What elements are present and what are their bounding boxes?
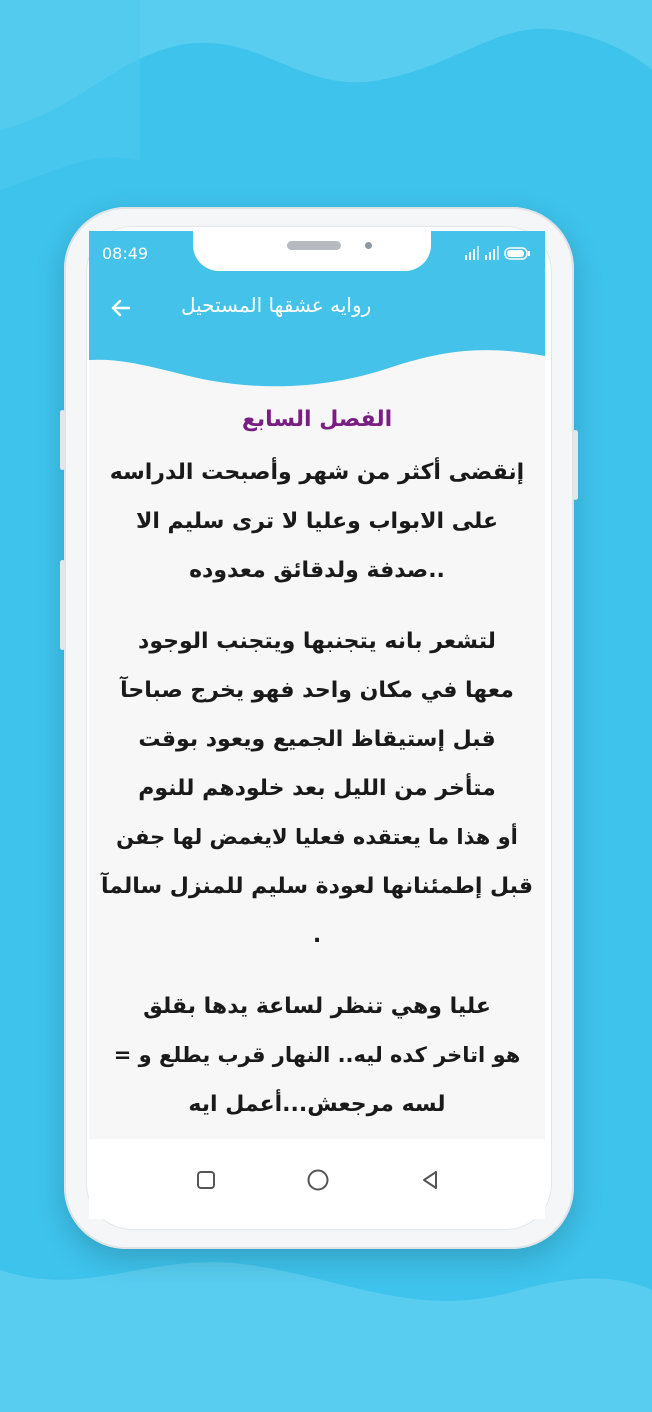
- circle-icon[interactable]: [303, 1165, 333, 1195]
- paragraph: [89, 617, 545, 960]
- front-camera: [365, 242, 372, 249]
- text-line: هو اتاخر كده ليه.. النهار قرب يطلع و =: [113, 1043, 521, 1067]
- text-line: قبل إطمئنانها لعودة سليم للمنزل سالمآ: [100, 874, 534, 899]
- text-line: إنقضى أكثر من شهر وأصبحت الدراسه: [109, 460, 525, 485]
- phone-power-button: [573, 430, 578, 500]
- app-title: روايه عشقها المستحيل: [181, 293, 372, 317]
- chapter-title: الفصل السابع: [241, 407, 393, 432]
- text-line: ..صدفة ولدقائق معدوده: [189, 558, 445, 583]
- system-nav-bar: [89, 1139, 545, 1219]
- text-line: على الابواب وعليا لا ترى سليم الا: [135, 509, 499, 534]
- chapter-content: [89, 399, 545, 1139]
- phone-side-button: [60, 560, 65, 650]
- arrow-left-icon[interactable]: [109, 296, 133, 320]
- text-line: معها في مكان واحد فهو يخرج صباحآ: [120, 678, 514, 703]
- square-icon[interactable]: [191, 1165, 221, 1195]
- text-line: قبل إستيقاظ الجميع ويعود بوقت: [138, 727, 496, 752]
- paragraph: [89, 982, 545, 1129]
- triangle-icon[interactable]: [415, 1165, 445, 1195]
- phone-side-button: [60, 410, 65, 470]
- phone-notch: [193, 231, 431, 271]
- paragraph: [89, 448, 545, 595]
- signal-icon: [463, 245, 533, 261]
- text-line: لسه مرجعش...أعمل ايه: [188, 1092, 446, 1117]
- text-line: .: [312, 923, 322, 948]
- speaker-grille: [287, 241, 341, 250]
- phone-screen: [89, 231, 545, 1139]
- text-line: متأخر من الليل بعد خلودهم للنوم: [138, 776, 496, 801]
- app-bar: [89, 277, 545, 339]
- status-time: 08:49: [102, 244, 149, 263]
- text-line: عليا وهي تنظر لساعة يدها بقلق: [143, 994, 491, 1019]
- text-line: لتشعر بانه يتجنبها ويتجنب الوجود: [138, 629, 496, 654]
- header-wave: [89, 338, 545, 398]
- text-line: أو هذا ما يعتقده فعليا لايغمض لها جفن: [116, 825, 518, 849]
